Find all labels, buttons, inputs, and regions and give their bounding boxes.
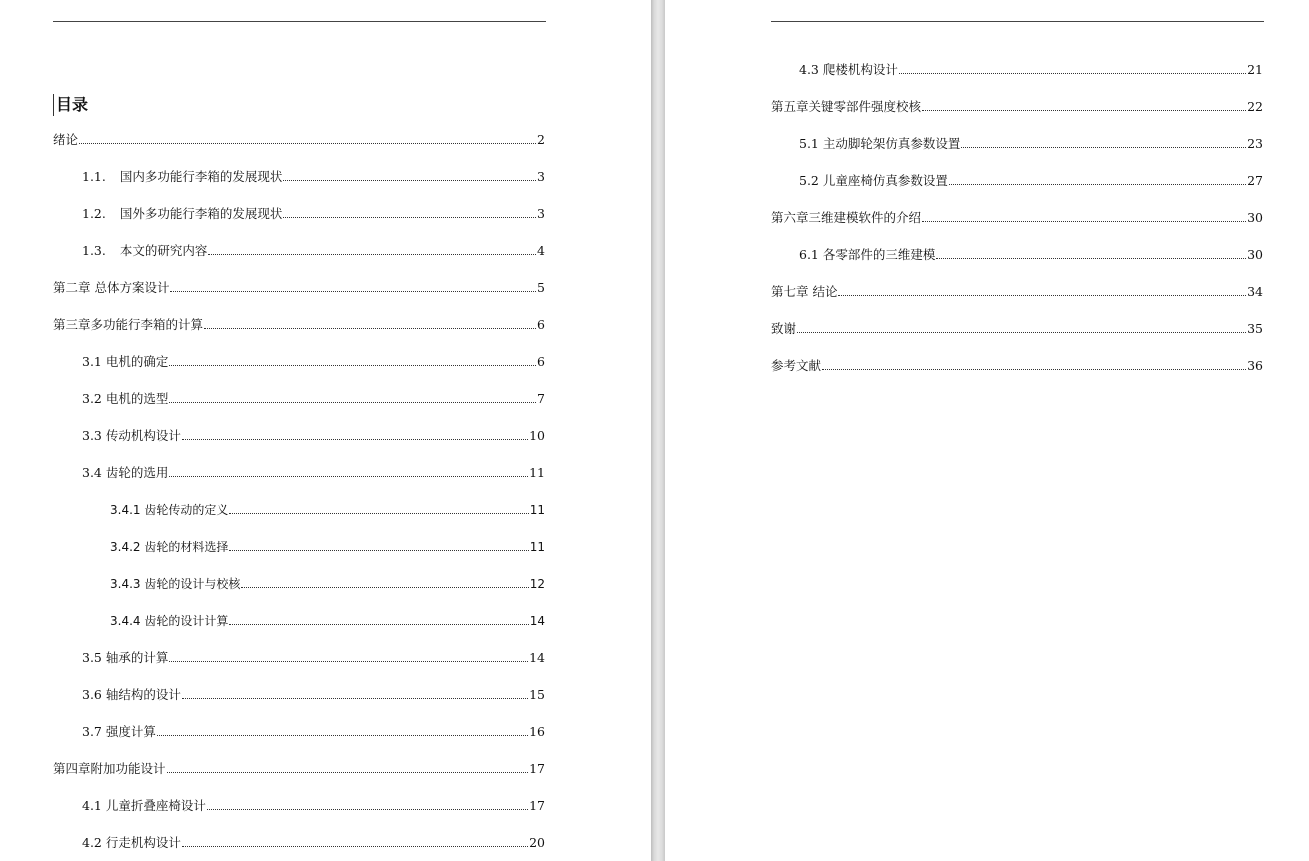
toc-entry[interactable] [82,352,545,372]
leader-dots [936,258,1246,259]
document-page-left [0,0,651,861]
toc-entry[interactable] [82,796,545,816]
toc-entry-label: 绪论 [53,132,79,147]
toc-entry[interactable] [82,167,545,187]
toc-page-number: 2 [537,132,545,147]
leader-dots [207,809,528,810]
toc-entry-label: 5.1 主动脚轮架仿真参数设置 [799,136,961,151]
toc-page-number: 15 [529,687,545,702]
toc-entry-label: 4.2 行走机构设计 [82,835,181,850]
leader-dots [169,476,528,477]
toc-page-number: 11 [529,465,545,480]
toc-entry-label: 致谢 [771,321,797,336]
toc-entry[interactable] [82,241,545,261]
toc-entry-label: 3.4 齿轮的选用 [82,465,169,480]
toc-entry-label: 第二章 总体方案设计 [53,280,170,295]
toc-page-number: 11 [529,503,545,517]
toc-page-number: 23 [1247,136,1263,151]
toc-entry-label: 3.6 轴结构的设计 [82,687,181,702]
toc-entry-label: 3.4.1 齿轮传动的定义 [110,503,229,517]
toc-page-number: 17 [529,798,545,813]
toc-entry-label: 6.1 各零部件的三维建模 [799,247,936,262]
toc-entry[interactable] [110,537,545,557]
toc-entry[interactable] [82,833,545,853]
toc-entry-label: 3.4.2 齿轮的材料选择 [110,540,229,554]
toc-entry-label: 第五章关键零部件强度校核 [771,99,922,114]
leader-dots [241,587,528,588]
page-gutter [651,0,665,861]
toc-entry-label: 国内多功能行李箱的发展现状 [119,169,283,184]
toc-entry-label: 国外多功能行李箱的发展现状 [119,206,283,221]
toc-entry[interactable] [110,611,545,631]
toc-page-number: 12 [529,577,545,591]
leader-dots [283,217,536,218]
toc-page-number: 34 [1247,284,1263,299]
toc-page-number: 3 [537,169,545,184]
toc-page-number: 21 [1247,62,1263,77]
toc-page-number: 36 [1247,358,1263,373]
toc-entry-number: 1.3. [82,243,106,258]
toc-page-number: 14 [529,650,545,665]
toc-entry-label: 3.3 传动机构设计 [82,428,181,443]
leader-dots [899,73,1246,74]
toc-page-number: 30 [1247,247,1263,262]
toc-entry-label: 4.3 爬楼机构设计 [799,62,898,77]
toc-entry[interactable] [82,685,545,705]
leader-dots [170,291,536,292]
toc-page-number: 17 [529,761,545,776]
toc-entry-label: 3.4.3 齿轮的设计与校核 [110,577,241,591]
toc-entry[interactable] [771,97,1263,117]
toc-entry-label: 3.7 强度计算 [82,724,156,739]
toc-entry-label: 4.1 儿童折叠座椅设计 [82,798,206,813]
leader-dots [229,550,528,551]
leader-dots [182,846,528,847]
leader-dots [822,369,1246,370]
toc-entry[interactable] [53,315,545,335]
toc-entry-label: 本文的研究内容 [119,243,208,258]
toc-page-number: 16 [529,724,545,739]
toc-entry[interactable] [799,171,1263,191]
toc-entry[interactable] [771,356,1263,376]
toc-entry[interactable] [771,208,1263,228]
toc-page-number: 6 [537,317,545,332]
toc-page-number: 3 [537,206,545,221]
toc-entry-label: 第六章三维建模软件的介绍 [771,210,922,225]
toc-entry-label: 第四章附加功能设计 [53,761,166,776]
leader-dots [922,110,1246,111]
toc-entry[interactable] [82,722,545,742]
leader-dots [169,661,528,662]
leader-dots [949,184,1246,185]
toc-entry-label: 3.1 电机的确定 [82,354,169,369]
toc-entry[interactable] [799,134,1263,154]
leader-dots [797,332,1246,333]
toc-page-number: 20 [529,835,545,850]
leader-dots [961,147,1246,148]
leader-dots [182,439,528,440]
leader-dots [229,513,528,514]
toc-entry-label: 3.4.4 齿轮的设计计算 [110,614,229,628]
toc-entry-label: 参考文献 [771,358,822,373]
toc-entry[interactable] [110,500,545,520]
toc-page-number: 35 [1247,321,1263,336]
toc-entry-label: 第三章多功能行李箱的计算 [53,317,204,332]
toc-entry[interactable] [82,463,545,483]
toc-page-number: 4 [537,243,545,258]
leader-dots [204,328,536,329]
toc-page-number: 6 [537,354,545,369]
toc-entry[interactable] [53,130,545,150]
toc-page-number: 30 [1247,210,1263,225]
leader-dots [283,180,536,181]
toc-entry[interactable] [82,426,545,446]
toc-page-number: 5 [537,280,545,295]
header-rule [53,21,546,22]
document-page-right [665,0,1309,861]
leader-dots [79,143,536,144]
toc-entry[interactable] [53,759,545,779]
toc-entry[interactable] [82,389,545,409]
toc-entry-number: 1.1. [82,169,106,184]
toc-page-number: 14 [529,614,545,628]
toc-entry[interactable] [82,204,545,224]
leader-dots [208,254,536,255]
toc-entry-label: 3.2 电机的选型 [82,391,169,406]
toc-entry[interactable] [82,648,545,668]
toc-entry[interactable] [799,60,1263,80]
toc-page-number: 22 [1247,99,1263,114]
toc-page-number: 10 [529,428,545,443]
leader-dots [169,365,536,366]
leader-dots [229,624,528,625]
toc-entry-number: 1.2. [82,206,106,221]
toc-entry-label: 5.2 儿童座椅仿真参数设置 [799,173,948,188]
toc-page-number: 7 [537,391,545,406]
header-rule [771,21,1264,22]
toc-page-number: 27 [1247,173,1263,188]
toc-page-number: 11 [529,540,545,554]
toc-entry[interactable] [799,245,1263,265]
toc-entry[interactable] [53,278,545,298]
leader-dots [922,221,1246,222]
leader-dots [167,772,529,773]
toc-entry-label: 3.5 轴承的计算 [82,650,169,665]
leader-dots [157,735,528,736]
toc-entry[interactable] [771,282,1263,302]
leader-dots [182,698,528,699]
toc-title: 目录 [53,94,88,116]
toc-entry-label: 第七章 结论 [771,284,838,299]
toc-entry[interactable] [110,574,545,594]
toc-entry[interactable] [771,319,1263,339]
leader-dots [169,402,536,403]
leader-dots [838,295,1246,296]
